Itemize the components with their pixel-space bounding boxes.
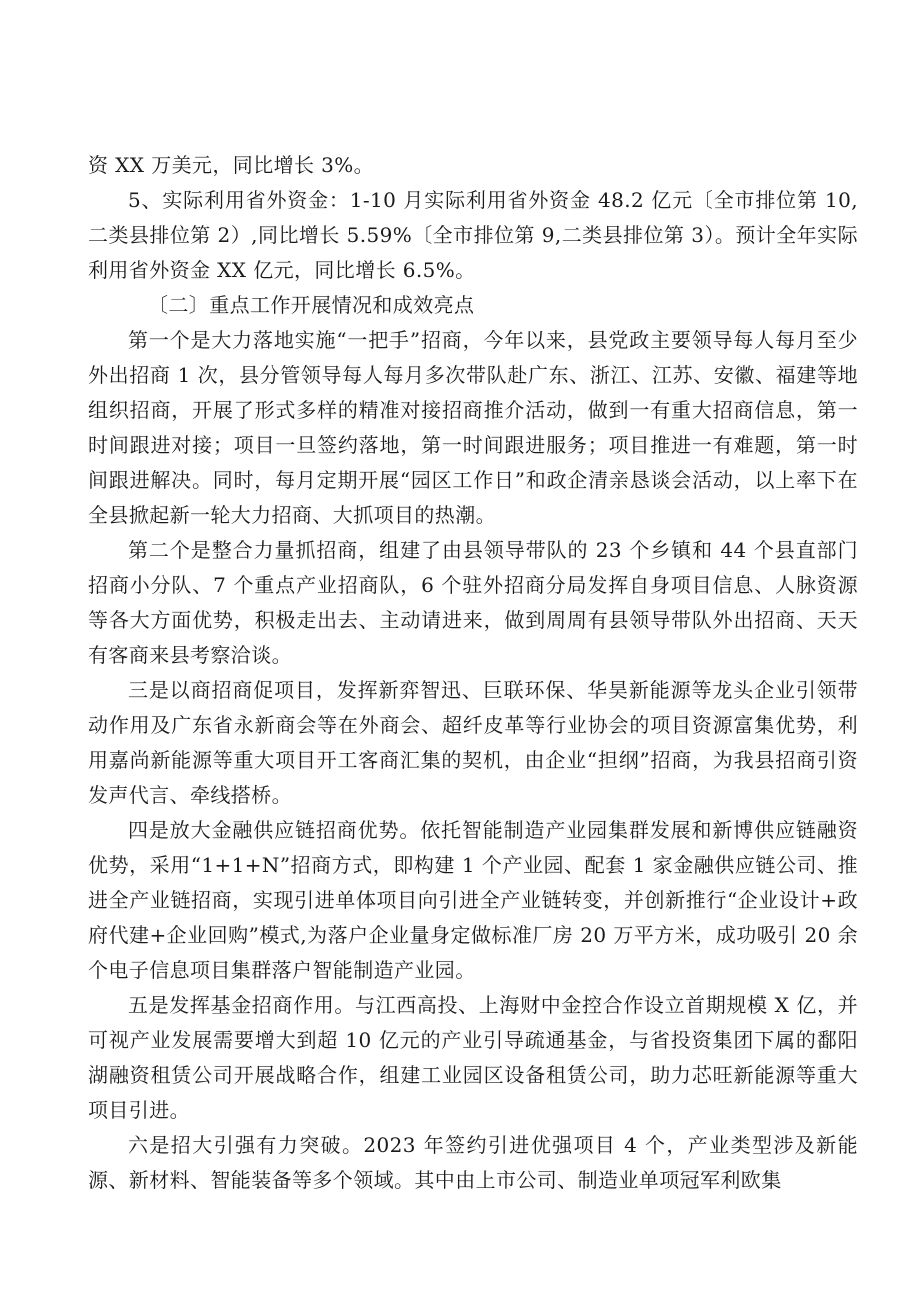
paragraph-leadership-investment: 第一个是大力落地实施“一把手”招商，今年以来，县党政主要领导每人每月至少外出招商 1 次，县分管领导每人每月多次带队赴广东、浙江、江苏、安徽、福建等地组织招商，开展了形式多样的精准对接招商推介活动，做到一有重大招商信息，第一时间跟进对接；项目一旦签约落地，第一时间跟进服务；项目推进一有难题，第一时间跟进解决。同时，每月定期开展“园区工作日”和政企清亲恳谈会活动，以上率下在全县掀起新一轮大力招商、大抓项目的热潮。 — [88, 328, 858, 527]
paragraph-supply-chain-finance: 四是放大金融供应链招商优势。依托智能制造产业园集群发展和新博供应链融资优势，采用“1+1+N”招商方式，即构建 1 个产业园、配套 1 家金融供应链公司、推进全产业链招商，实现引进单体项目向引进全产业链转变，并创新推行“企业设计+政府代建+企业回购”模式,为落户企业量身定做标准厂房 20 万平方米，成功吸引 20 余个电子信息项目集群落户智能制造产业园。 — [88, 818, 858, 982]
paragraph-business-attraction: 三是以商招商促项目，发挥新弈智迅、巨联环保、华昊新能源等龙头企业引领带动作用及广东省永新商会等在外商会、超纤皮革等行业协会的项目资源富集优势，利用嘉尚新能源等重大项目开工客商汇集的契机，由企业“担纲”招商，为我县招商引资发声代言、牵线搭桥。 — [88, 678, 858, 807]
section-heading: 〔二〕重点工作开展情况和成效亮点 — [148, 293, 475, 317]
paragraph-continued: 资 XX 万美元，同比增长 3%。 — [88, 153, 375, 177]
paragraph-integrated-teams: 第二个是整合力量抓招商，组建了由县领导带队的 23 个乡镇和 44 个县直部门招商小分队、7 个重点产业招商队，6 个驻外招商分局发挥自身项目信息、人脉资源等各大方面优势，积极走出去、主动请进来，做到周周有县领导带队外出招商、天天有客商来县考察洽谈。 — [88, 538, 858, 667]
paragraph-major-projects: 六是招大引强有力突破。2023 年签约引进优强项目 4 个，产业类型涉及新能源、新材料、智能装备等多个领域。其中由上市公司、制造业单项冠军利欧集 — [88, 1133, 858, 1192]
paragraph-provincial-funds: 5、实际利用省外资金：1-10 月实际利用省外资金 48.2 亿元〔全市排位第 10,二类县排位第 2）,同比增长 5.59%〔全市排位第 9,二类县排位第 3）。预计全年实际利用省外资金 XX 亿元，同比增长 6.5%。 — [88, 188, 858, 282]
document-page — [88, 148, 858, 1198]
paragraph-fund-investment: 五是发挥基金招商作用。与江西高投、上海财中金控合作设立首期规模 X 亿，并可视产业发展需要增大到超 10 亿元的产业引导疏通基金，与省投资集团下属的鄱阳湖融资租赁公司开展战略合作，组建工业园区设备租赁公司，助力芯旺新能源等重大项目引进。 — [88, 993, 858, 1122]
